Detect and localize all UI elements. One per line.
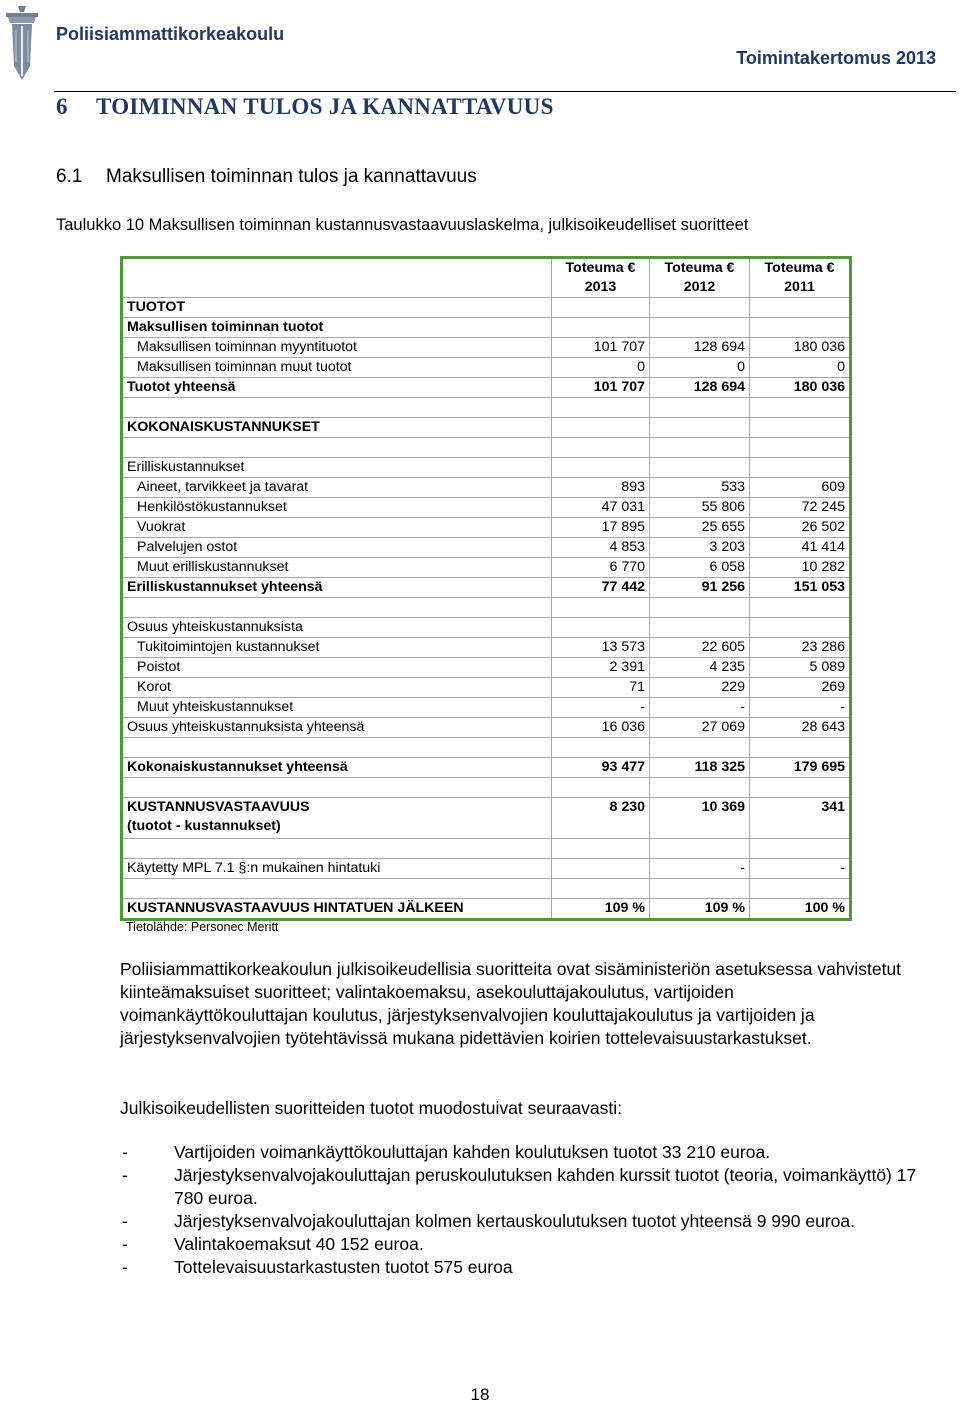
value-cell: 109 % <box>552 899 650 920</box>
bullet-text: Vartijoiden voimankäyttökouluttajan kahden koulutuksen tuotot 33 210 euroa. <box>174 1142 771 1162</box>
value-cell: 609 <box>750 478 851 498</box>
row-label <box>122 899 552 920</box>
value-cell: 0 <box>552 358 650 378</box>
value-cell: 17 895 <box>552 518 650 538</box>
value-cell: 13 573 <box>552 638 650 658</box>
value-cell <box>552 418 650 438</box>
table-row <box>122 318 851 338</box>
value-cell: - <box>650 859 750 879</box>
row-label <box>122 538 552 558</box>
list-item <box>120 1256 920 1279</box>
value-cell <box>650 879 750 899</box>
bullet-dash: - <box>122 1142 128 1162</box>
value-cell: 77 442 <box>552 578 650 598</box>
value-cell: 4 235 <box>650 658 750 678</box>
value-cell <box>552 398 650 418</box>
value-cell <box>552 598 650 618</box>
table-row <box>122 458 851 478</box>
value-cell: 0 <box>650 358 750 378</box>
value-cell: 341 <box>750 798 851 839</box>
value-cell: 72 245 <box>750 498 851 518</box>
value-cell <box>750 418 851 438</box>
value-cell <box>552 859 650 879</box>
value-cell: 4 853 <box>552 538 650 558</box>
row-label <box>122 879 552 899</box>
table-row <box>122 778 851 798</box>
value-cell <box>650 458 750 478</box>
row-label-text: Osuus yhteiskustannuksista yhteensä <box>127 719 365 735</box>
bullet-dash: - <box>122 1234 128 1254</box>
bullet-text: Tottelevaisuustarkastusten tuotot 575 euroa <box>174 1257 513 1277</box>
cost-recovery-table <box>120 256 852 921</box>
table-row <box>122 438 851 458</box>
value-cell <box>650 418 750 438</box>
value-cell: 101 707 <box>552 378 650 398</box>
value-cell <box>552 738 650 758</box>
value-cell <box>650 318 750 338</box>
row-label <box>122 498 552 518</box>
value-cell <box>650 618 750 638</box>
column-header-label: Toteuma € <box>764 260 835 276</box>
row-label-text: Muut erilliskustannukset <box>137 559 289 575</box>
row-label-text: Maksullisen toiminnan tuotot <box>127 319 324 335</box>
row-label-text: Kokonaiskustannukset yhteensä <box>127 759 348 775</box>
bullet-text: Valintakoemaksut 40 152 euroa. <box>174 1234 424 1254</box>
subsection-number: 6.1 <box>56 166 83 187</box>
section-heading <box>56 94 554 120</box>
row-label-text: Henkilöstökustannukset <box>137 499 287 515</box>
value-cell <box>650 738 750 758</box>
value-cell: 5 089 <box>750 658 851 678</box>
table-row <box>122 718 851 738</box>
table-header-row <box>122 258 851 298</box>
row-label <box>122 658 552 678</box>
row-label <box>122 618 552 638</box>
table-row <box>122 618 851 638</box>
row-label-text: KUSTANNUSVASTAAVUUS HINTATUEN JÄLKEEN <box>127 900 464 916</box>
table-row <box>122 738 851 758</box>
value-cell: 28 643 <box>750 718 851 738</box>
value-cell: 269 <box>750 678 851 698</box>
section-title: TOIMINNAN TULOS JA KANNATTAVUUS <box>96 94 554 119</box>
table-row <box>122 839 851 859</box>
row-label <box>122 859 552 879</box>
row-label-text: Muut yhteiskustannukset <box>137 699 294 715</box>
value-cell <box>750 879 851 899</box>
row-label-text: Poistot <box>137 659 181 675</box>
column-header-year: 2011 <box>784 279 815 295</box>
column-header-year: 2012 <box>683 279 716 295</box>
table-row <box>122 578 851 598</box>
police-sword-emblem-icon <box>4 4 40 82</box>
value-cell: 91 256 <box>650 578 750 598</box>
list-item <box>120 1233 920 1256</box>
value-cell: 893 <box>552 478 650 498</box>
row-label <box>122 478 552 498</box>
value-cell <box>552 298 650 318</box>
row-label-text: KOKONAISKUSTANNUKSET <box>127 419 320 435</box>
table-row <box>122 859 851 879</box>
table-row <box>122 879 851 899</box>
table-row <box>122 658 851 678</box>
value-cell: 533 <box>650 478 750 498</box>
value-cell <box>750 598 851 618</box>
row-label-text: Erilliskustannukset <box>127 459 245 475</box>
value-cell: 16 036 <box>552 718 650 738</box>
paragraph-income-intro: Julkisoikeudellisten suoritteiden tuotot muodostuivat seuraavasti: <box>120 1098 622 1118</box>
value-cell: 179 695 <box>750 758 851 778</box>
row-label-text: Korot <box>137 679 171 695</box>
row-label <box>122 438 552 458</box>
bullet-dash: - <box>122 1211 128 1231</box>
value-cell <box>552 778 650 798</box>
row-label <box>122 558 552 578</box>
table-row <box>122 358 851 378</box>
income-bullet-list <box>120 1141 920 1279</box>
value-cell: 55 806 <box>650 498 750 518</box>
value-cell <box>750 738 851 758</box>
report-title: Toimintakertomus 2013 <box>736 48 936 68</box>
value-cell: - <box>552 698 650 718</box>
value-cell: - <box>750 859 851 879</box>
organization-name: Poliisiammattikorkeakoulu <box>56 24 285 44</box>
table-row <box>122 518 851 538</box>
row-label-subtext: (tuotot - kustannukset) <box>127 818 281 834</box>
table-row <box>122 418 851 438</box>
column-header <box>750 258 851 298</box>
bullet-dash: - <box>122 1257 128 1277</box>
header-empty-cell <box>122 258 552 298</box>
row-label <box>122 778 552 798</box>
row-label <box>122 798 552 839</box>
table-row <box>122 378 851 398</box>
column-header-year: 2013 <box>584 279 617 295</box>
value-cell: 180 036 <box>750 338 851 358</box>
value-cell <box>750 298 851 318</box>
value-cell <box>552 438 650 458</box>
row-label <box>122 578 552 598</box>
table-row <box>122 598 851 618</box>
row-label-text: Palvelujen ostot <box>137 539 238 555</box>
value-cell <box>750 618 851 638</box>
value-cell <box>650 398 750 418</box>
subsection-heading <box>56 166 477 188</box>
list-item <box>120 1210 920 1233</box>
source-note: Tietolähde: Personec Meritt <box>126 920 279 934</box>
table-row <box>122 758 851 778</box>
value-cell: 100 % <box>750 899 851 920</box>
value-cell <box>650 298 750 318</box>
row-label-text: Maksullisen toiminnan muut tuotot <box>137 359 352 375</box>
row-label <box>122 318 552 338</box>
value-cell <box>552 618 650 638</box>
row-label <box>122 398 552 418</box>
value-cell <box>750 318 851 338</box>
value-cell: 71 <box>552 678 650 698</box>
row-label <box>122 358 552 378</box>
table-row <box>122 298 851 318</box>
value-cell <box>650 778 750 798</box>
row-label-text: KUSTANNUSVASTAAVUUS <box>127 799 310 815</box>
value-cell: 10 282 <box>750 558 851 578</box>
value-cell: 25 655 <box>650 518 750 538</box>
value-cell: 180 036 <box>750 378 851 398</box>
subsection-title: Maksullisen toiminnan tulos ja kannattavuus <box>106 166 477 187</box>
page-number: 18 <box>470 1385 490 1404</box>
row-label-text: TUOTOT <box>127 299 186 315</box>
list-item <box>120 1141 920 1164</box>
value-cell <box>750 438 851 458</box>
value-cell <box>650 438 750 458</box>
value-cell <box>552 839 650 859</box>
table-row <box>122 798 851 839</box>
table-row <box>122 398 851 418</box>
row-label <box>122 518 552 538</box>
value-cell: 118 325 <box>650 758 750 778</box>
section-number: 6 <box>56 94 68 119</box>
column-header-label: Toteuma € <box>565 260 636 276</box>
value-cell: 26 502 <box>750 518 851 538</box>
table-row <box>122 498 851 518</box>
value-cell: 6 770 <box>552 558 650 578</box>
value-cell: 128 694 <box>650 338 750 358</box>
value-cell: - <box>750 698 851 718</box>
row-label-text: Tuotot yhteensä <box>127 379 236 395</box>
value-cell: 93 477 <box>552 758 650 778</box>
table-row <box>122 678 851 698</box>
table-row <box>122 478 851 498</box>
value-cell <box>650 598 750 618</box>
value-cell: 128 694 <box>650 378 750 398</box>
row-label-text: Osuus yhteiskustannuksista <box>127 619 303 635</box>
row-label-text: Tukitoimintojen kustannukset <box>137 639 320 655</box>
value-cell: 3 203 <box>650 538 750 558</box>
row-label <box>122 598 552 618</box>
table-row <box>122 638 851 658</box>
value-cell: 27 069 <box>650 718 750 738</box>
row-label-text: Aineet, tarvikkeet ja tavarat <box>137 479 309 495</box>
table-row <box>122 698 851 718</box>
value-cell: 0 <box>750 358 851 378</box>
list-item <box>120 1164 920 1210</box>
value-cell: 2 391 <box>552 658 650 678</box>
row-label <box>122 839 552 859</box>
table-row <box>122 538 851 558</box>
row-label <box>122 678 552 698</box>
value-cell: - <box>650 698 750 718</box>
row-label-text: Erilliskustannukset yhteensä <box>127 579 323 595</box>
value-cell: 47 031 <box>552 498 650 518</box>
value-cell <box>750 778 851 798</box>
value-cell: 109 % <box>650 899 750 920</box>
bullet-dash: - <box>122 1165 128 1185</box>
row-label <box>122 298 552 318</box>
value-cell: 151 053 <box>750 578 851 598</box>
column-header <box>552 258 650 298</box>
value-cell: 6 058 <box>650 558 750 578</box>
value-cell: 8 230 <box>552 798 650 839</box>
row-label <box>122 418 552 438</box>
row-label <box>122 718 552 738</box>
table-row <box>122 558 851 578</box>
row-label <box>122 458 552 478</box>
value-cell: 41 414 <box>750 538 851 558</box>
value-cell: 10 369 <box>650 798 750 839</box>
table-row <box>122 338 851 358</box>
row-label-text: Maksullisen toiminnan myyntituotot <box>137 339 358 355</box>
bullet-text: Järjestyksenvalvojakouluttajan peruskoulutuksen kahden kurssit tuotot (teoria, voimankäyttö) 17 780 euroa. <box>174 1165 917 1208</box>
row-label-text: Käytetty MPL 7.1 §:n mukainen hintatuki <box>127 860 381 876</box>
value-cell: 23 286 <box>750 638 851 658</box>
row-label <box>122 338 552 358</box>
row-label-text: Vuokrat <box>137 519 186 535</box>
row-label <box>122 638 552 658</box>
value-cell: 101 707 <box>552 338 650 358</box>
row-label <box>122 698 552 718</box>
bullet-text: Järjestyksenvalvojakouluttajan kolmen kertauskoulutuksen tuotot yhteensä 9 990 euroa. <box>174 1211 855 1231</box>
row-label <box>122 378 552 398</box>
header-divider <box>54 91 956 92</box>
column-header <box>650 258 750 298</box>
value-cell <box>750 398 851 418</box>
value-cell <box>552 879 650 899</box>
paragraph-fees: Poliisiammattikorkeakoulun julkisoikeudellisia suoritteita ovat sisäministeriön asetuksessa vahvistetut kiinteämaksuiset suoritteet; valintakoemaksu, asekouluttajakoulutus, vartijoiden voimankäyttökouluttajan koulutus, järjestyksenvalvojien kouluttajakoulutus ja vartijoiden ja järjestyksenvalvojien työtehtävissä mukana pidettävien koirien tottelevaisuustarkastukset. <box>120 959 902 1048</box>
value-cell: 22 605 <box>650 638 750 658</box>
value-cell: 229 <box>650 678 750 698</box>
table-caption: Taulukko 10 Maksullisen toiminnan kustannusvastaavuuslaskelma, julkisoikeudelliset suoritteet <box>56 216 749 234</box>
value-cell <box>750 458 851 478</box>
row-label <box>122 758 552 778</box>
value-cell <box>552 458 650 478</box>
column-header-label: Toteuma € <box>664 260 735 276</box>
table-row <box>122 899 851 920</box>
value-cell <box>552 318 650 338</box>
value-cell <box>750 839 851 859</box>
row-label <box>122 738 552 758</box>
value-cell <box>650 839 750 859</box>
